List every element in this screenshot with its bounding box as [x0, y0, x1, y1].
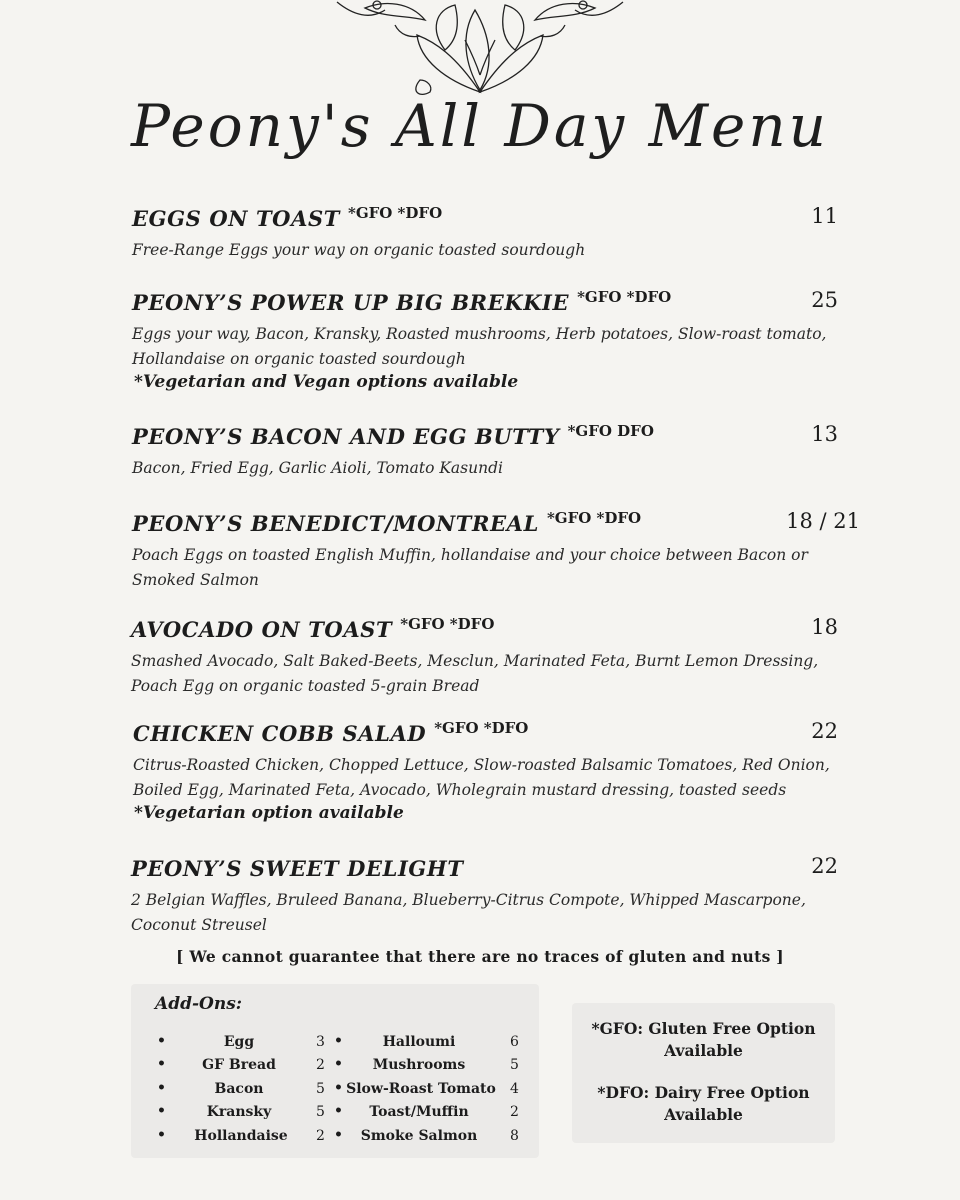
- addon-price: 5: [316, 1104, 325, 1120]
- addon-price: 5: [316, 1081, 325, 1097]
- dietary-legend-panel: [572, 1003, 835, 1143]
- addon-price: 4: [510, 1081, 519, 1097]
- addon-name: GF Bread: [202, 1057, 276, 1073]
- bullet-icon: •: [334, 1056, 343, 1072]
- dietary-tags: *GFO *DFO: [400, 615, 495, 633]
- addons-title: Add-Ons:: [155, 994, 243, 1014]
- item-description: Eggs your way, Bacon, Kransky, Roasted mushrooms, Herb potatoes, Slow-roast tomato, Hollandaise on organic toasted sourdough: [132, 325, 827, 368]
- item-description: 2 Belgian Waffles, Bruleed Banana, Blueberry-Citrus Compote, Whipped Mascarpone, Coconut Streusel: [131, 891, 806, 934]
- dietary-tags: *GFO *DFO: [434, 719, 529, 737]
- item-price: 25: [811, 288, 838, 312]
- item-note: *Vegetarian option available: [134, 803, 404, 823]
- addon-name: Slow-Roast Tomato: [346, 1081, 496, 1097]
- addon-price: 6: [510, 1034, 519, 1050]
- item-description: Bacon, Fried Egg, Garlic Aioli, Tomato Kasundi: [132, 459, 503, 477]
- item-price: 13: [811, 422, 838, 446]
- item-name: CHICKEN COBB SALAD $^{*GFO *DFO}$: [133, 719, 529, 746]
- bullet-icon: •: [157, 1127, 166, 1143]
- dietary-tags: *GFO *DFO: [577, 288, 672, 306]
- item-description: Smashed Avocado, Salt Baked-Beets, Mesclun, Marinated Feta, Burnt Lemon Dressing, Poach Egg on organic toasted 5-grain Bread: [131, 652, 819, 695]
- bullet-icon: •: [157, 1056, 166, 1072]
- item-price: 18: [811, 615, 838, 639]
- item-price: 11: [811, 204, 838, 228]
- addon-price: 2: [510, 1104, 519, 1120]
- peony-flower-illustration: [325, 0, 635, 100]
- addon-price: 8: [510, 1128, 519, 1144]
- addon-name: Egg: [223, 1034, 255, 1050]
- addon-name: Hollandaise: [194, 1128, 288, 1144]
- gfo-legend-line: Available: [664, 1041, 743, 1060]
- addon-name: Kransky: [206, 1104, 272, 1120]
- item-description: Poach Eggs on toasted English Muffin, hollandaise and your choice between Bacon or Smoked Salmon: [132, 546, 808, 589]
- dietary-tags: *GFO *DFO: [546, 509, 642, 527]
- addon-price: 2: [316, 1057, 325, 1073]
- addon-name: Toast/Muffin: [369, 1104, 469, 1120]
- bullet-icon: •: [157, 1103, 166, 1119]
- addon-name: Halloumi: [382, 1034, 456, 1050]
- bullet-icon: •: [334, 1033, 343, 1049]
- bullet-icon: •: [157, 1033, 166, 1049]
- gfo-legend-line: *GFO: Gluten Free Option: [591, 1019, 816, 1038]
- item-name: PEONY’S POWER UP BIG BREKKIE $^{*GFO *DFO}$: [132, 288, 672, 315]
- addon-price: 5: [510, 1057, 519, 1073]
- item-description: Free-Range Eggs your way on organic toasted sourdough: [132, 241, 586, 259]
- item-name: AVOCADO ON TOAST $^{*GFO *DFO}$: [131, 615, 495, 642]
- item-price: 22: [811, 854, 838, 878]
- dietary-tags: *GFO *DFO: [347, 204, 443, 222]
- addon-name: Smoke Salmon: [360, 1128, 478, 1144]
- bullet-icon: •: [334, 1127, 343, 1143]
- bullet-icon: •: [334, 1080, 343, 1096]
- allergen-disclaimer: [ We cannot guarantee that there are no traces of gluten and nuts ]: [176, 947, 784, 966]
- dfo-legend-line: *DFO: Dairy Free Option: [597, 1083, 810, 1102]
- item-price: 18 / 21: [786, 509, 860, 533]
- bullet-icon: •: [334, 1103, 343, 1119]
- item-note: *Vegetarian and Vegan options available: [134, 372, 519, 392]
- addon-price: 3: [316, 1034, 325, 1050]
- item-description: Citrus-Roasted Chicken, Chopped Lettuce, Slow-roasted Balsamic Tomatoes, Red Onion, Boiled Egg, Marinated Feta, Avocado, Wholegrain mustard dressing, toasted seeds: [133, 756, 830, 799]
- menu-title: Peony's All Day Menu: [130, 92, 830, 160]
- addons-panel: [131, 984, 539, 1158]
- addon-name: Bacon: [214, 1081, 264, 1097]
- item-name: EGGS ON TOAST $^{*GFO *DFO}$: [132, 204, 443, 231]
- dietary-tags: *GFO DFO: [567, 422, 654, 440]
- item-price: 22: [811, 719, 838, 743]
- item-name: PEONY’S BENEDICT/MONTREAL $^{*GFO *DFO}$: [132, 509, 642, 536]
- bullet-icon: •: [157, 1080, 166, 1096]
- addon-name: Mushrooms: [372, 1057, 466, 1073]
- dfo-legend-line: Available: [664, 1105, 743, 1124]
- item-name: PEONY’S BACON AND EGG BUTTY $^{*GFO DFO}$: [132, 422, 654, 449]
- item-name: PEONY’S SWEET DELIGHT: [131, 856, 464, 881]
- addon-price: 2: [316, 1128, 325, 1144]
